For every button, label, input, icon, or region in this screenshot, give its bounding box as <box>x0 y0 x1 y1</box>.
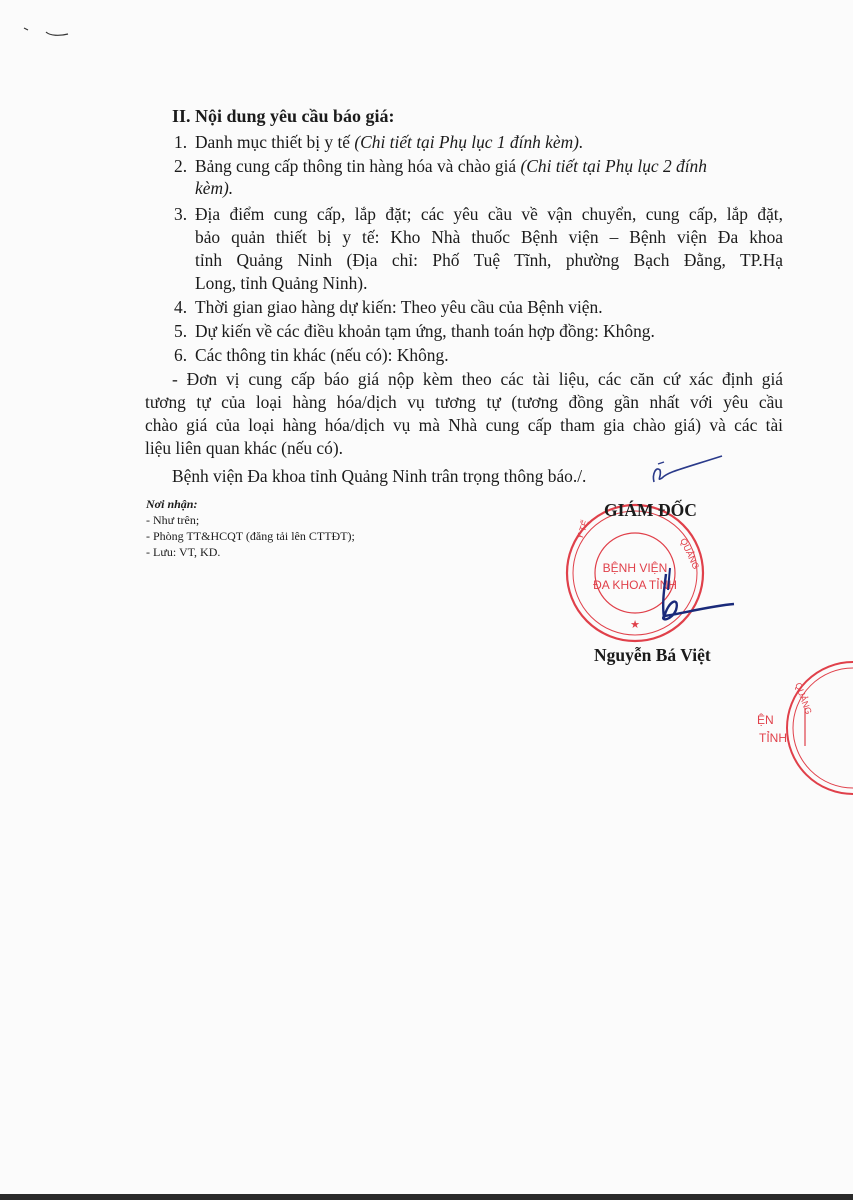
item-text: Danh mục thiết bị y tế <box>195 132 355 152</box>
stamp-arc-text: QUẢNG <box>678 536 702 571</box>
item-number: 3. <box>174 204 188 224</box>
list-item-5: Dự kiến về các điều khoản tạm ứng, thanh toán hợp đồng: Không. <box>195 321 655 341</box>
note-paragraph-line: liệu liên quan khác (nếu có). <box>145 438 343 458</box>
recipients-title: Nơi nhận: <box>146 497 198 511</box>
stamp-arc-text: QUẢNG <box>793 681 814 716</box>
list-item-6: Các thông tin khác (nếu có): Không. <box>195 345 449 365</box>
director-title: GIÁM ĐỐC <box>604 500 697 520</box>
item-text: Bảng cung cấp thông tin hàng hóa và chào giá <box>195 156 521 176</box>
section-title: II. Nội dung yêu cầu báo giá: <box>172 106 395 126</box>
initial-signature <box>648 452 728 488</box>
item-number: 5. <box>174 321 188 341</box>
closing-statement: Bệnh viện Đa khoa tỉnh Quảng Ninh trân trọng thông báo./. <box>172 466 587 486</box>
stamp-arc-text: Y TẾ <box>574 518 591 541</box>
star-icon: ★ <box>630 619 640 631</box>
recipients-block <box>146 496 355 560</box>
note-paragraph-line: chào giá của loại hàng hóa/dịch vụ mà Nhà cung cấp tham gia chào giá) và các tài <box>145 415 783 435</box>
signer-name: Nguyễn Bá Việt <box>594 645 711 665</box>
recipient-item: - Lưu: VT, KD. <box>146 545 221 559</box>
item-text-italic: kèm). <box>195 178 234 198</box>
item-text-italic: (Chi tiết tại Phụ lục 1 đính kèm). <box>354 132 584 152</box>
list-item-2 <box>195 155 707 177</box>
list-item-1 <box>195 131 583 153</box>
stamp-text-line1: BỆNH VIỆN <box>602 561 668 575</box>
note-paragraph-line: - Đơn vị cung cấp báo giá nộp kèm theo các tài liệu, các căn cứ xác định giá <box>172 369 783 389</box>
item-text: Địa điểm cung cấp, lắp đặt; các yêu cầu về vận chuyển, cung cấp, lắp đặt, <box>195 204 783 224</box>
stamp-text-line2: ĐA KHOA TỈNH <box>593 578 677 592</box>
item-text-italic: (Chi tiết tại Phụ lục 2 đính <box>520 156 707 176</box>
director-signature <box>640 560 740 630</box>
item-number: 1. <box>174 132 188 152</box>
item-number: 6. <box>174 345 188 365</box>
item-number: 4. <box>174 297 188 317</box>
recipient-item: - Như trên; <box>146 513 200 527</box>
recipient-item: - Phòng TT&HCQT (đăng tải lên CTTĐT); <box>146 529 355 543</box>
partial-stamp <box>743 658 853 798</box>
note-paragraph-line: tương tự của loại hàng hóa/dịch vụ tương tự (tương đồng gần nhất với yêu cầu <box>145 392 783 412</box>
scan-mark <box>20 20 90 50</box>
item-text: tỉnh Quảng Ninh (Địa chỉ: Phố Tuệ Tĩnh, phường Bạch Đằng, TP.Hạ <box>195 250 783 270</box>
scan-bottom-edge <box>0 1194 853 1200</box>
list-item-4: Thời gian giao hàng dự kiến: Theo yêu cầu của Bệnh viện. <box>195 297 603 317</box>
stamp-text-line1: ỆN <box>757 713 774 727</box>
item-text: Long, tỉnh Quảng Ninh). <box>195 273 368 293</box>
stamp-text-line2: TỈNH <box>759 731 787 745</box>
item-number: 2. <box>174 156 188 176</box>
item-text: bảo quản thiết bị y tế: Kho Nhà thuốc Bệnh viện – Bệnh viện Đa khoa <box>195 227 783 247</box>
